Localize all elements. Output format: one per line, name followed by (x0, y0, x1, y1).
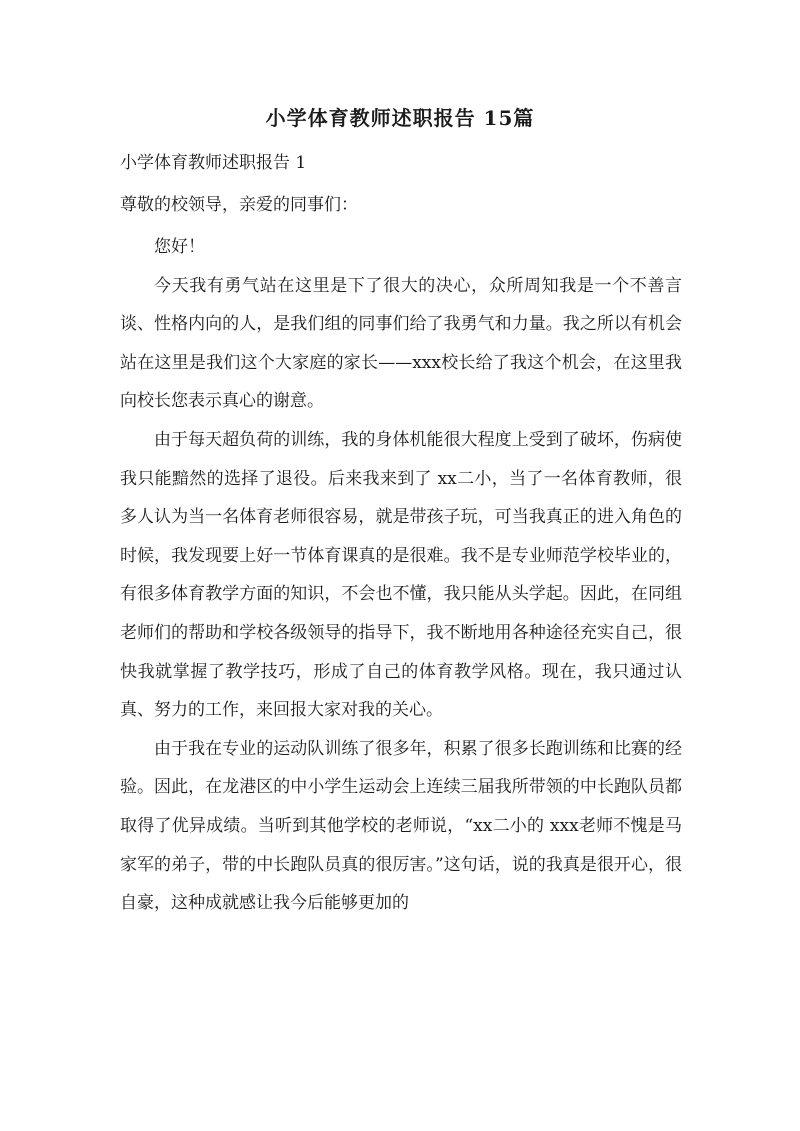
paragraph: 今天我有勇气站在这里是下了很大的决心，众所周知我是一个不善言谈、性格内向的人，是我们组的同事们给了我勇气和力量。我之所以有机会站在这里是我们这个大家庭的家长——xxx校长给了我这个机会，在这里我向校长您表示真心的谢意。 (120, 275, 682, 412)
paragraph: 由于每天超负荷的训练，我的身体机能很大程度上受到了破坏，伤病使我只能黯然的选择了退役。后来我来到了 xx二小，当了一名体育教师，很多人认为当一名体育老师很容易，就是带孩子玩，可当我真正的进入角色的时候，我发现要上好一节体育课真的是很难。我不是专业师范学校毕业的，有很多体育教学方面的知识，不会也不懂，我只能从头学起。因此，在同组老师们的帮助和学校各级领导的指导下，我不断地用各种途径充实自己，很快我就掌握了教学技巧，形成了自己的体育教学风格。现在，我只通过认真、努力的工作，来回报大家对我的关心。 (120, 429, 682, 721)
document-title: 小学体育教师述职报告 15篇 (265, 106, 535, 130)
body-text (120, 228, 682, 923)
paragraph-greeting: 您好！ (154, 237, 205, 257)
salutation-line: 尊敬的校领导，亲爱的同事们： (120, 195, 358, 215)
document-subtitle: 小学体育教师述职报告 1 (120, 153, 307, 173)
paragraph: 由于我在专业的运动队训练了很多年，积累了很多长跑训练和比赛的经验。因此，在龙港区的中小学生运动会上连续三届我所带领的中长跑队员都取得了优异成绩。当听到其他学校的老师说，“xx二小的 xxx老师不愧是马家军的弟子，带的中长跑队员真的很厉害。”这句话，说的我真是很开心，很自豪，这种成就感让我今后能够更加的 (120, 738, 682, 914)
